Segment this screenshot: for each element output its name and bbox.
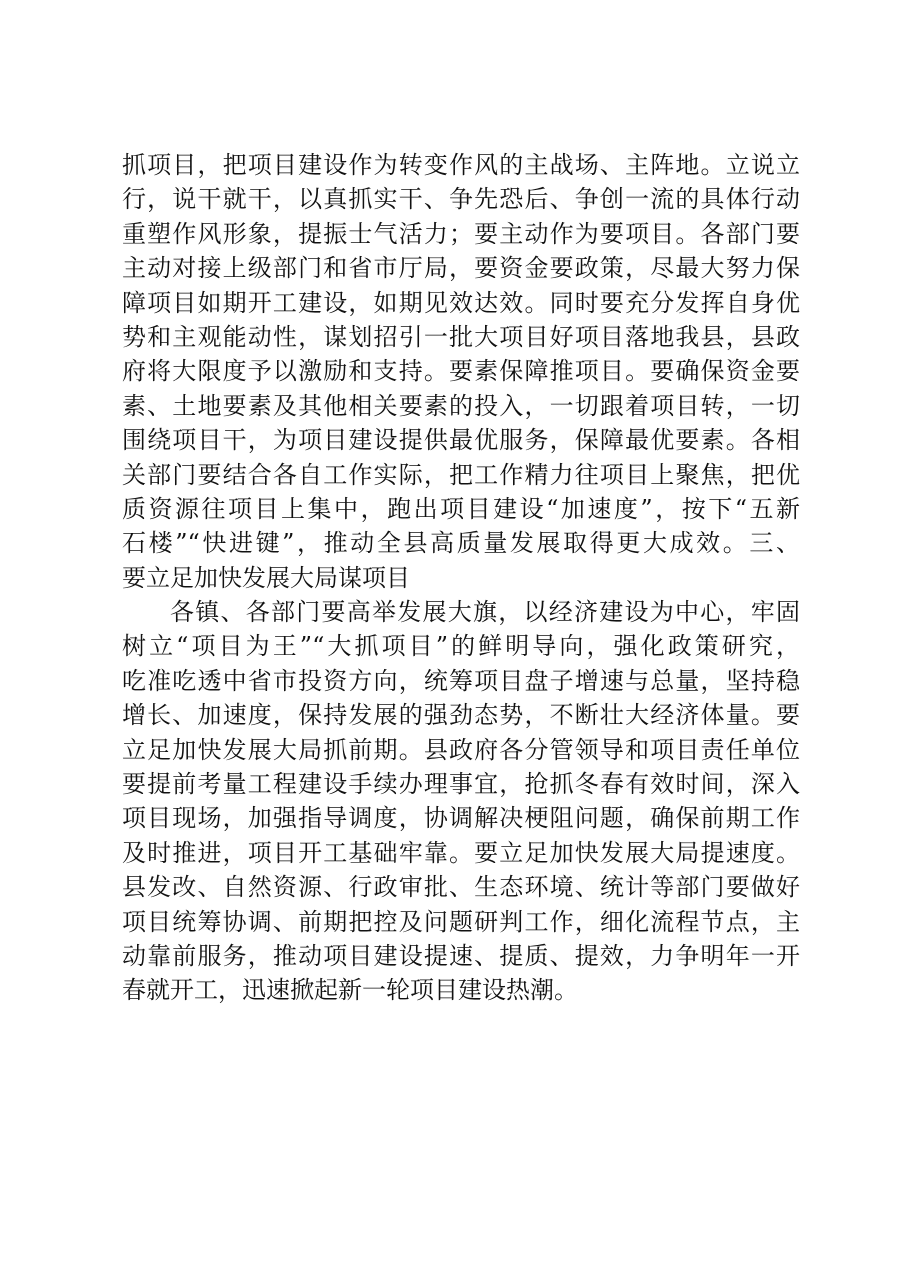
document-body [122, 148, 800, 1008]
paragraph-line: 立足加快发展大局抓前期。县政府各分管领导和项目责任单位 [122, 735, 800, 764]
paragraph-line: 重塑作风形象，提振士气活力；要主动作为要项目。各部门要 [122, 219, 800, 248]
paragraph-line: 主动对接上级部门和省市厅局，要资金要政策，尽最大努力保 [122, 254, 800, 283]
paragraph-line: 行，说干就干，以真抓实干、争先恐后、争创一流的具体行动 [122, 185, 800, 214]
paragraph-line: 围绕项目干，为项目建设提供最优服务，保障最优要素。各相 [122, 426, 800, 455]
paragraph-line: 项目统筹协调、前期把控及问题研判工作，细化流程节点，主 [122, 907, 800, 936]
paragraph-line: 项目现场，加强指导调度，协调解决梗阻问题，确保前期工作 [122, 804, 800, 833]
paragraph-2 [122, 595, 800, 1008]
paragraph-line: 府将大限度予以激励和支持。要素保障推项目。要确保资金要 [122, 357, 800, 386]
paragraph-line: 各镇、各部门要高举发展大旗，以经济建设为中心，牢固 [170, 598, 800, 627]
paragraph-line: 质资源往项目上集中，跑出项目建设“加速度”，按下“五新 [122, 494, 800, 523]
paragraph-line: 要立足加快发展大局谋项目 [122, 563, 410, 592]
paragraph-line: 障项目如期开工建设，如期见效达效。同时要充分发挥自身优 [122, 288, 800, 317]
paragraph-line: 抓项目，把项目建设作为转变作风的主战场、主阵地。立说立 [122, 151, 800, 179]
paragraph-line: 吃准吃透中省市投资方向，统筹项目盘子增速与总量，坚持稳 [122, 666, 800, 695]
paragraph-line: 素、土地要素及其他相关要素的投入，一切跟着项目转，一切 [122, 391, 800, 420]
paragraph-line: 关部门要结合各自工作实际，把工作精力往项目上聚焦，把优 [122, 460, 800, 489]
paragraph-line: 势和主观能动性，谋划招引一批大项目好项目落地我县，县政 [122, 322, 800, 351]
paragraph-line: 及时推进，项目开工基础牢靠。要立足加快发展大局提速度。 [122, 838, 800, 867]
paragraph-line: 要提前考量工程建设手续办理事宜，抢抓冬春有效时间，深入 [122, 770, 800, 799]
paragraph-1 [122, 148, 800, 595]
paragraph-line: 动靠前服务，推动项目建设提速、提质、提效，力争明年一开 [122, 941, 800, 970]
paragraph-line: 县发改、自然资源、行政审批、生态环境、统计等部门要做好 [122, 873, 800, 902]
paragraph-line: 春就开工，迅速掀起新一轮项目建设热潮。 [122, 976, 578, 1005]
paragraph-line: 树立“项目为王”“大抓项目”的鲜明导向，强化政策研究， [122, 632, 800, 661]
paragraph-line: 增长、加速度，保持发展的强劲态势，不断壮大经济体量。要 [122, 701, 800, 730]
paragraph-line: 石楼”“快进键”，推动全县高质量发展取得更大成效。三、 [122, 529, 800, 558]
